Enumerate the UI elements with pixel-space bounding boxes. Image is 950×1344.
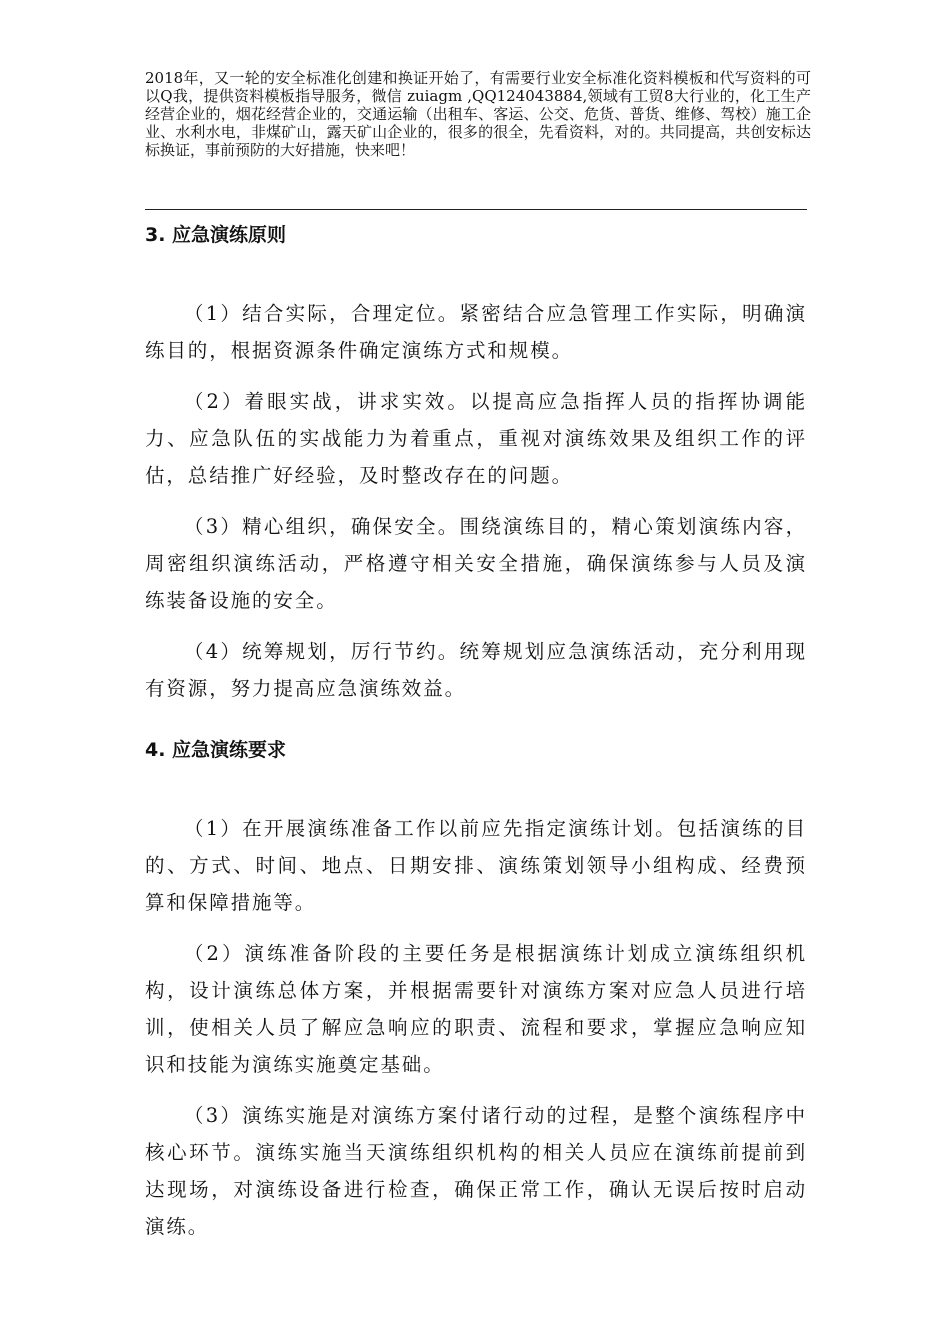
header-note: 2018年，又一轮的安全标准化创建和换证开始了，有需要行业安全标准化资料模板和代写资料的可以Q我，提供资料模板指导服务，微信 zuiagm ,QQ124043884,领域有工贸8大行业的，化工生产经营企业的，烟花经营企业的，交通运输（出租车、客运、公交、危货、普货、维修、驾校）施工企业、水利水电，非煤矿山，露天矿山企业的，很多的很全，先看资料，对的。共同提高，共创安标达标换证，事前预防的大好措施，快来吧！ (145, 69, 811, 159)
paragraph-principle-1: （1）结合实际，合理定位。紧密结合应急管理工作实际，明确演练目的，根据资源条件确定演练方式和规模。 (145, 302, 807, 362)
paragraph-requirement-1: （1）在开展演练准备工作以前应先指定演练计划。包括演练的目的、方式、时间、地点、日期安排、演练策划领导小组构成、经费预算和保障措施等。 (145, 817, 807, 914)
paragraph-requirement-2: （2）演练准备阶段的主要任务是根据演练计划成立演练组织机构，设计演练总体方案，并根据需要针对演练方案对应急人员进行培训，使相关人员了解应急响应的职责、流程和要求，掌握应急响应知识和技能为演练实施奠定基础。 (145, 942, 807, 1076)
header-divider (145, 209, 807, 210)
section-heading-requirements: 4. 应急演练要求 (145, 739, 287, 761)
paragraph-principle-2: （2）着眼实战，讲求实效。以提高应急指挥人员的指挥协调能力、应急队伍的实战能力为着重点，重视对演练效果及组织工作的评估，总结推广好经验，及时整改存在的问题。 (145, 390, 807, 487)
paragraph-principle-4: （4）统筹规划，厉行节约。统筹规划应急演练活动，充分利用现有资源，努力提高应急演练效益。 (145, 640, 807, 700)
paragraph-principle-3: （3）精心组织，确保安全。围绕演练目的，精心策划演练内容，周密组织演练活动，严格遵守相关安全措施，确保演练参与人员及演练装备设施的安全。 (145, 515, 807, 612)
paragraph-requirement-3: （3）演练实施是对演练方案付诸行动的过程，是整个演练程序中核心环节。演练实施当天演练组织机构的相关人员应在演练前提前到达现场，对演练设备进行检查，确保正常工作，确认无误后按时启动演练。 (145, 1104, 807, 1238)
document-body (145, 214, 807, 1245)
section-heading-principles: 3. 应急演练原则 (145, 224, 287, 246)
